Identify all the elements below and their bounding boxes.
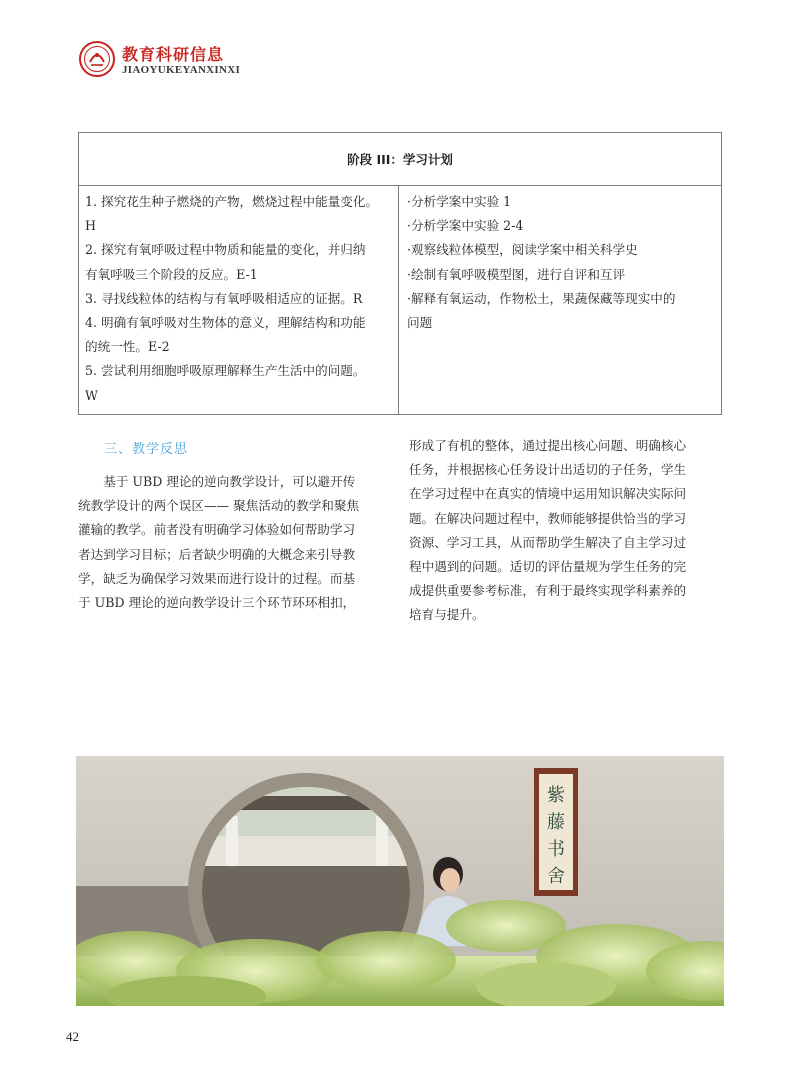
text-line: 灌输的教学。前者没有明确学习体验如何帮助学习 xyxy=(78,522,356,538)
journal-title: 教育科研信息 xyxy=(122,45,225,64)
text-line: 资源、学习工具，从而帮助学生解决了自主学习过 xyxy=(409,534,687,550)
text-line: 基于 UBD 理论的逆向教学设计，可以避开传 xyxy=(78,474,356,489)
journal-logo-icon xyxy=(78,40,116,78)
journal-subtitle: JIAOYUKEYANXINXI xyxy=(122,64,241,76)
goal-line: H xyxy=(85,218,96,234)
goal-line: 的统一性。E-2 xyxy=(85,339,170,355)
plaque-char: 藤 xyxy=(547,812,565,833)
page-number: 42 xyxy=(66,1029,79,1044)
plaque-char: 紫 xyxy=(547,785,565,806)
plaque-char: 舍 xyxy=(547,866,565,887)
activity-line: ·解释有氧运动，作物松土，果蔬保藏等现实中的 xyxy=(407,290,676,306)
goal-line: 3. 寻找线粒体的结构与有氧呼吸相适应的证据。R xyxy=(85,290,363,306)
text-line: 在学习过程中在真实的情境中运用知识解决实际问 xyxy=(409,486,687,502)
activity-line: ·绘制有氧呼吸模型图，进行自评和互评 xyxy=(407,266,626,282)
campus-photo xyxy=(76,756,724,1006)
text-line: 于 UBD 理论的逆向教学设计三个环节环环相扣， xyxy=(78,594,356,610)
table-heading: 阶段 III：学习计划 xyxy=(79,133,721,186)
activity-line: ·分析学案中实验 2-4 xyxy=(407,218,524,234)
goal-line: 2. 探究有氧呼吸过程中物质和能量的变化，并归纳 xyxy=(85,242,366,258)
learning-activities-cell xyxy=(399,186,721,415)
plaque-char: 书 xyxy=(547,839,565,860)
activity-line: ·观察线粒体模型，阅读学案中相关科学史 xyxy=(407,242,638,258)
reflection-paragraph-left xyxy=(78,470,383,615)
goal-line: W xyxy=(85,387,98,403)
moon-gate-illustration xyxy=(76,756,724,1006)
activity-line: ·分析学案中实验 1 xyxy=(407,194,512,209)
reflection-paragraph-right xyxy=(409,434,725,628)
text-line: 程中遇到的问题。适切的评估量规为学生任务的完 xyxy=(409,558,687,574)
text-line: 者达到学习目标；后者缺少明确的大概念来引导教 xyxy=(78,546,356,562)
goal-line: 5. 尝试利用细胞呼吸原理解释生产生活中的问题。 xyxy=(85,363,366,379)
text-line: 学，缺乏为确保学习效果而进行设计的过程。而基 xyxy=(78,570,356,586)
goal-line: 1. 探究花生种子燃烧的产物，燃烧过程中能量变化。 xyxy=(85,194,379,209)
activity-line: 问题 xyxy=(407,315,433,331)
text-line: 题。在解决问题过程中，教师能够提供恰当的学习 xyxy=(409,510,687,526)
section-title: 三、教学反思 xyxy=(104,442,189,457)
text-line: 成提供重要参考标准，有利于最终实现学科素养的 xyxy=(409,583,687,599)
learning-plan-table xyxy=(78,132,722,415)
text-line: 统教学设计的两个误区—— 聚焦活动的教学和聚焦 xyxy=(78,498,360,514)
text-line: 培育与提升。 xyxy=(409,607,485,623)
text-line: 形成了有机的整体，通过提出核心问题、明确核心 xyxy=(409,438,687,453)
text-line: 任务，并根据核心任务设计出适切的子任务，学生 xyxy=(409,462,687,478)
goal-line: 有氧呼吸三个阶段的反应。E-1 xyxy=(85,266,258,282)
journal-header xyxy=(78,40,378,86)
goal-line: 4. 明确有氧呼吸对生物体的意义，理解结构和功能 xyxy=(85,315,366,331)
learning-goals-cell xyxy=(79,186,399,415)
